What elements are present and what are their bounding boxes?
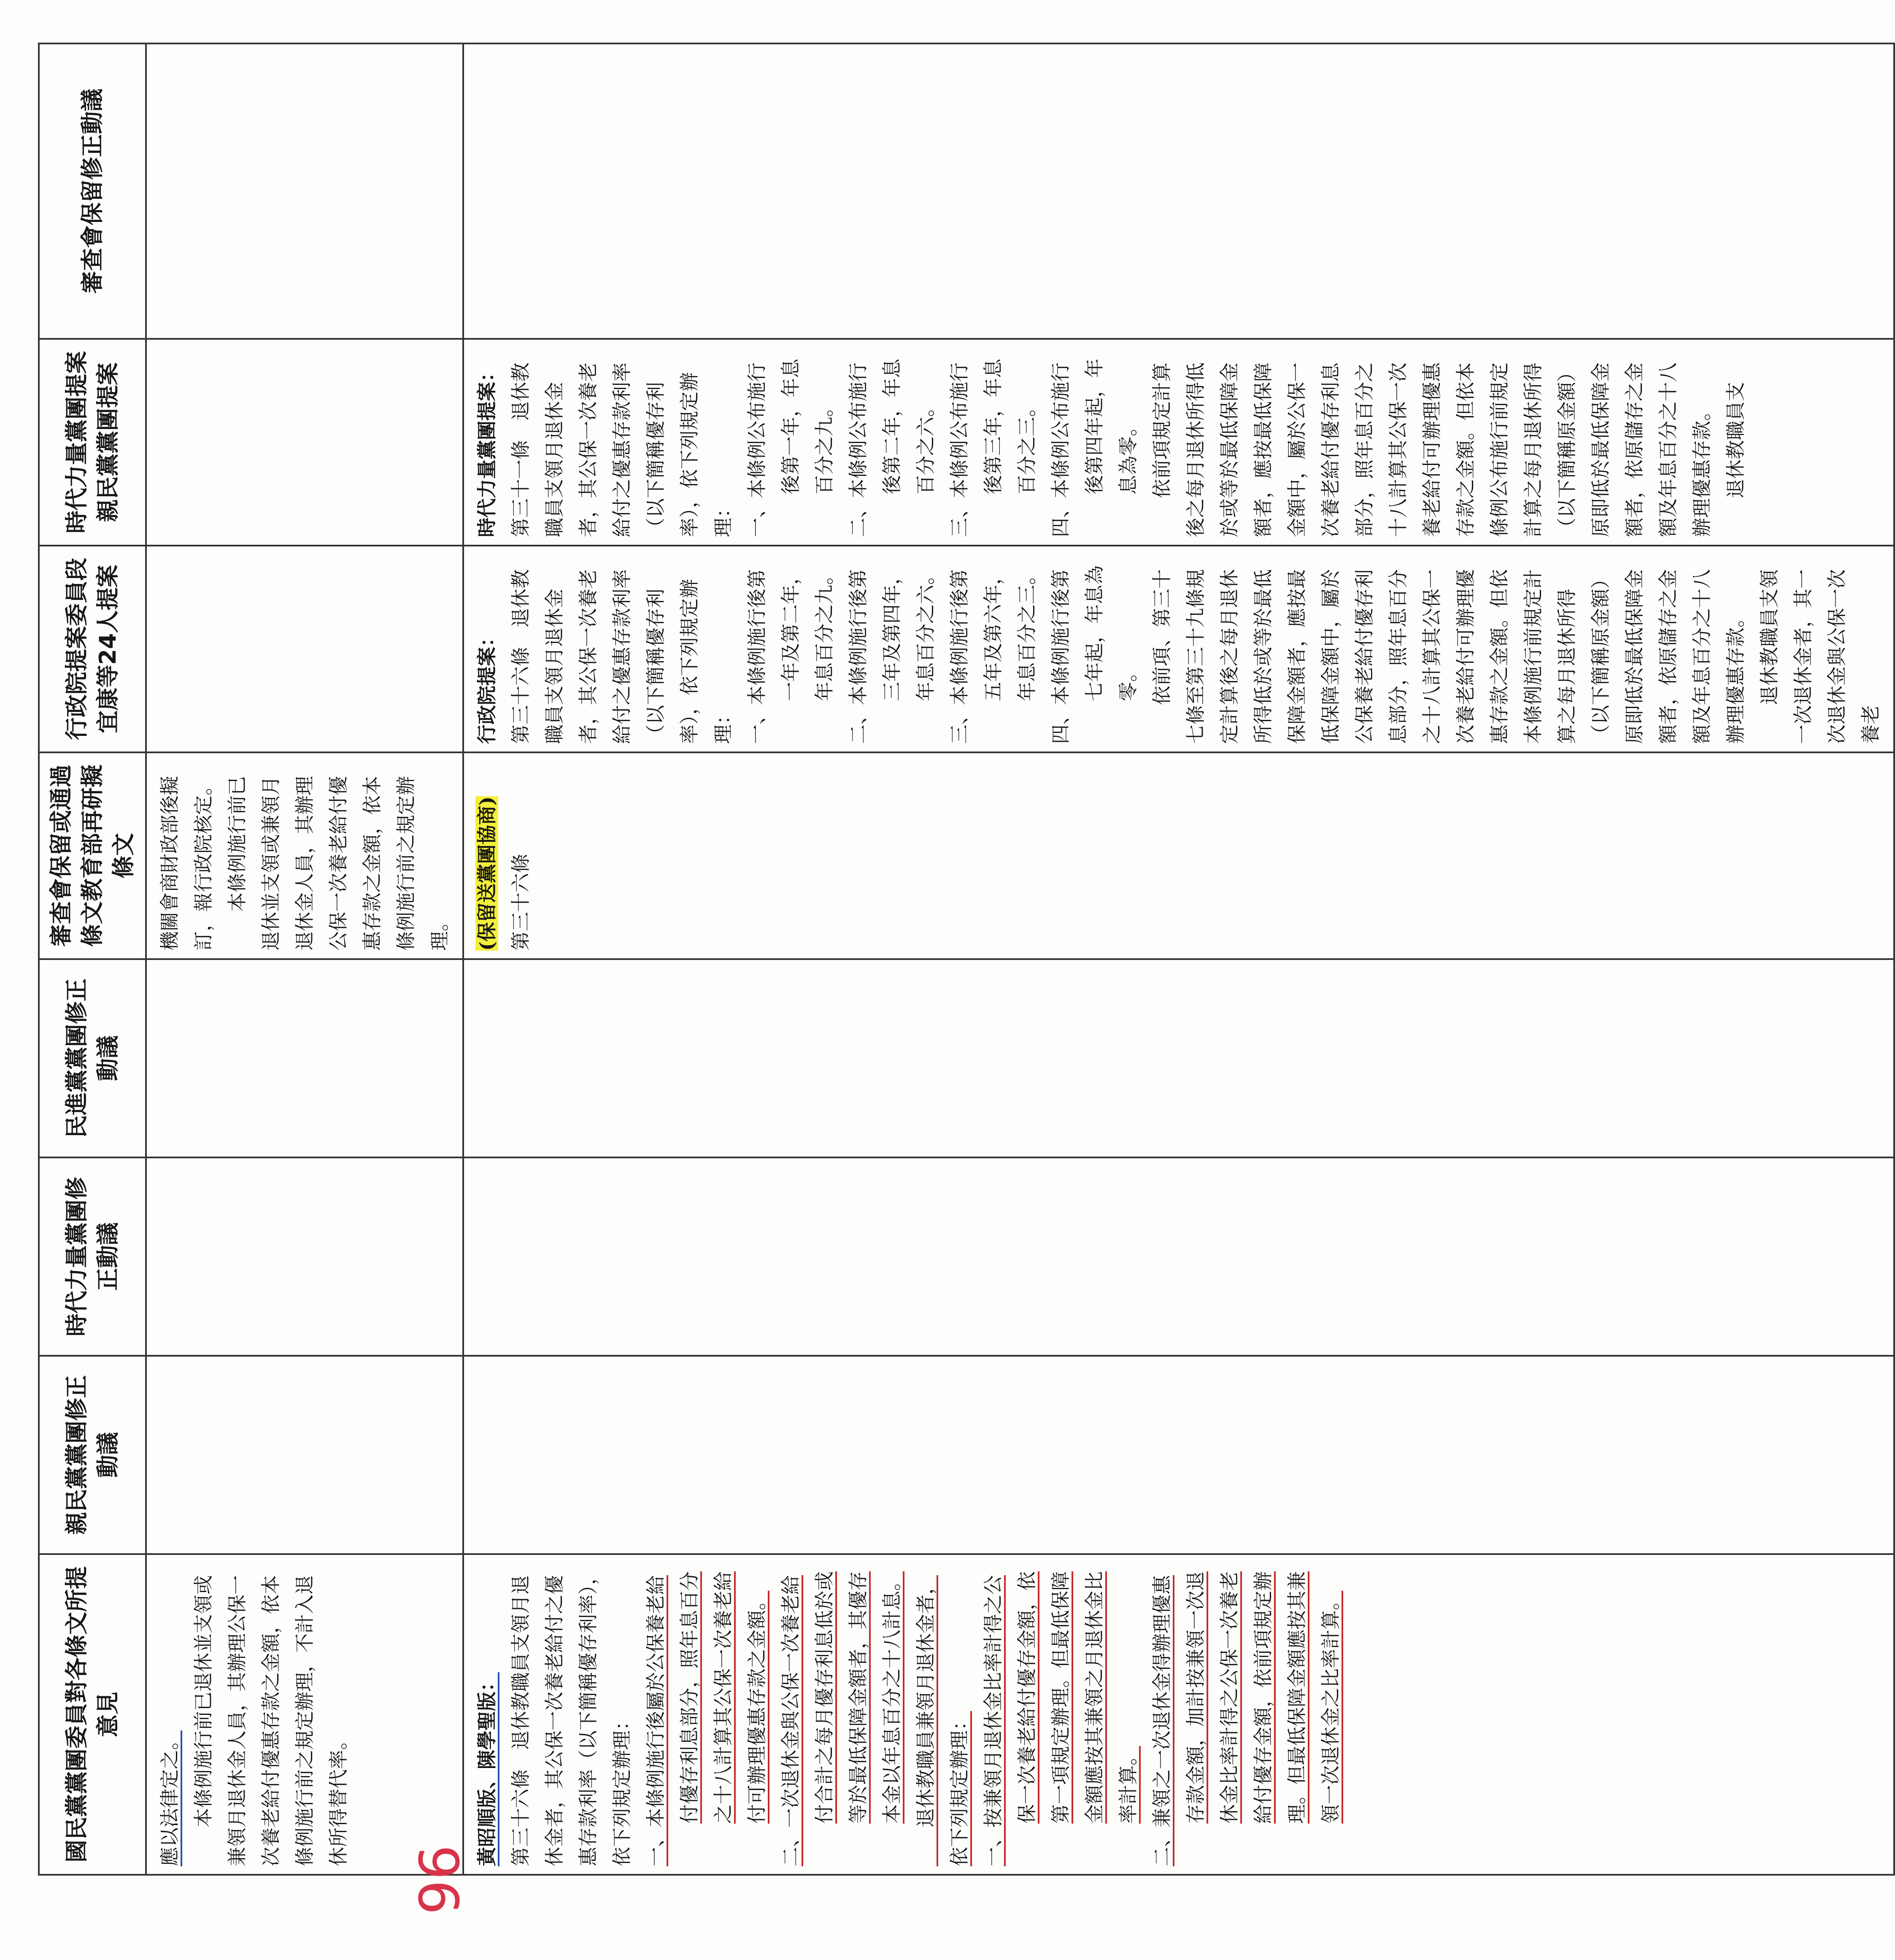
header-reserved-motion: 審查會保留修正動議 bbox=[39, 43, 146, 339]
row2-committee-article: 第三十六條 bbox=[509, 854, 532, 951]
row1-committee-paragraph: 本條例施行前已退休並支領或兼領月退休金人員，其辦理公保一次養老給付優惠存款之金額，依本條例施行前之規定辦理。 bbox=[226, 776, 451, 951]
header-committee-text: 審查會保留或通過條文教育部再研擬條文 bbox=[39, 752, 146, 959]
row2-npp-pfp-cell bbox=[463, 339, 1894, 546]
row2-executive-item: 二、本條例施行後第三年及第四年，年息百分之六。 bbox=[847, 565, 937, 744]
header-executive-proposal: 行政院提案委員段宜康等24人提案 bbox=[39, 546, 146, 752]
row2-pfp-cell bbox=[463, 1356, 1894, 1554]
header-npp-pfp-proposal: 時代力量黨團提案親民黨黨團提案 bbox=[39, 339, 146, 546]
row2-executive-paragraph: 依前項、第三十七條至第三十九條規定計算後之每月退休所得低於或等於最低保障金額者，應按最低保障金額中，屬於公保養老給付優存利息部分，照年息百分之十八計算其公保一次養老給付可辦理優惠存款之金額。但依本條例施行前規定計算之每月退休所得（以下簡稱原金額）原即低於最低保障金額者，依原儲存之金額及年息百分之十八辦理優惠存款。 bbox=[1150, 569, 1747, 744]
comparison-table bbox=[38, 43, 1895, 1876]
row2-npp-paragraph: 退休教職員支 bbox=[1724, 382, 1747, 537]
row2-npp-item: 四、本條例公布施行後第四年起，年息為零。 bbox=[1049, 358, 1139, 537]
row1-kmt-paragraph: 本條例施行前已退休並支領或兼領月退休金人員，其辦理公保一次養老給付優惠存款之金額，依本條例施行前之規定辦理，不計入退休所得替代率。 bbox=[192, 1575, 350, 1866]
row2-npp-item: 三、本條例公布施行後第三年，年息百分之三。 bbox=[948, 358, 1038, 537]
table-row bbox=[146, 43, 463, 1875]
row1-kmt-cell bbox=[146, 1554, 463, 1875]
row2-executive-item: 三、本條例施行後第五年及第六年，年息百分之三。 bbox=[948, 565, 1038, 744]
row2-kmt-heading: 黃昭順版、陳學聖版： bbox=[475, 1672, 498, 1866]
row2-executive-item: 四、本條例施行後第七年起，年息為零。 bbox=[1049, 565, 1139, 744]
row2-npp-item: 一、本條例公布施行後第一年，年息百分之九。 bbox=[745, 358, 836, 537]
header-pfp-motion: 親民黨黨團修正動議 bbox=[39, 1356, 146, 1554]
row2-kmt-article: 第三十六條 退休教職員支領月退休金者，其公保一次養老給付之優惠存款利率（以下簡稱優存利率），依下列規定辦理： bbox=[509, 1565, 633, 1866]
table-row bbox=[463, 43, 1894, 1875]
reserved-tag: (保留送黨團協商) bbox=[475, 796, 498, 951]
row2-executive-paragraph: 退休教職員支領一次退休金者，其一次退休金與公保一次養老 bbox=[1758, 569, 1882, 744]
row2-kmt-item: 二、兼領之一次退休金得辦理優惠存款金額，加計按兼領一次退休金比率計得之公保一次養老給付優存金額，依前項規定辦理。但最低保障金額應按其兼領一次退休金之比率計算。 bbox=[1150, 1571, 1342, 1866]
row2-dpp-cell bbox=[463, 959, 1894, 1157]
handwritten-page-number: 96 bbox=[408, 1845, 472, 1915]
row1-kmt-line: 應以法律定之。 bbox=[158, 1730, 181, 1866]
row2-reserved-cell bbox=[463, 43, 1894, 339]
row1-npp-cell bbox=[146, 1157, 463, 1356]
row2-committee-tag-line bbox=[470, 761, 504, 951]
row1-executive-cell bbox=[146, 546, 463, 752]
row2-executive-item: 一、本條例施行後第一年及第二年，年息百分之九。 bbox=[745, 565, 836, 744]
row1-npp-pfp-cell bbox=[146, 339, 463, 546]
row2-npp-cell bbox=[463, 1157, 1894, 1356]
header-npp-motion: 時代力量黨團修正動議 bbox=[39, 1157, 146, 1356]
row2-kmt-paragraph: 退休教職員兼領月退休金者，依下列規定辦理： bbox=[914, 1575, 971, 1866]
row1-pfp-cell bbox=[146, 1356, 463, 1554]
row2-kmt-item: 一、按兼領月退休金比率計得之公保一次養老給付優存金額，依第一項規定辦理。但最低保障金額應按其兼領之月退休金比率計算。 bbox=[982, 1571, 1139, 1866]
header-row bbox=[39, 43, 146, 1875]
row2-npp-item: 二、本條例公布施行後第二年，年息百分之六。 bbox=[847, 358, 937, 537]
row2-kmt-item: 二、一次退休金與公保一次養老給付合計之每月優存利息低於或等於最低保障金額者，其優存本金以年息百分之十八計息。 bbox=[779, 1571, 903, 1866]
row2-kmt-cell bbox=[463, 1554, 1894, 1875]
row2-npp-heading: 時代力量黨團提案： bbox=[475, 362, 498, 537]
row1-committee-cell bbox=[146, 752, 463, 959]
row1-reserved-cell bbox=[146, 43, 463, 339]
header-dpp-motion: 民進黨黨團修正動議 bbox=[39, 959, 146, 1157]
row2-executive-article: 第三十六條 退休教職員支領月退休金者，其公保一次養老給付之優惠存款利率（以下簡稱優存利率），依下列規定辦理： bbox=[509, 569, 734, 744]
row2-committee-cell bbox=[463, 752, 1894, 959]
row2-executive-heading: 行政院提案： bbox=[475, 627, 498, 744]
row2-executive-cell bbox=[463, 546, 1894, 752]
row1-dpp-cell bbox=[146, 959, 463, 1157]
header-kmt-opinions: 國民黨黨團委員對各條文所提意見 bbox=[39, 1554, 146, 1875]
row2-npp-paragraph: 依前項規定計算後之每月退休所得低於或等於最低保障金額者，應按最低保障金額中，屬於公保一次養老給付優存利息部分，照年息百分之十八計算其公保一次養老給付可辦理優惠存款之金額。但依本條例公布施行前規定計算之每月退休所得（以下簡稱原金額）原即低於最低保障金額者，依原儲存之金額及年息百分之十八辦理優惠存款。 bbox=[1150, 362, 1713, 537]
row2-npp-article: 第三十一條 退休教職員支領月退休金者，其公保一次養老給付之優惠存款利率（以下簡稱優存利率），依下列規定辦理： bbox=[509, 362, 734, 537]
row2-kmt-item: 一、本條例施行後屬於公保養老給付優存利息部分，照年息百分之十八計算其公保一次養老給付可辦理優惠存款之金額。 bbox=[644, 1571, 768, 1866]
row1-committee-line: 機關會商財政部後擬訂，報行政院核定。 bbox=[158, 776, 215, 951]
